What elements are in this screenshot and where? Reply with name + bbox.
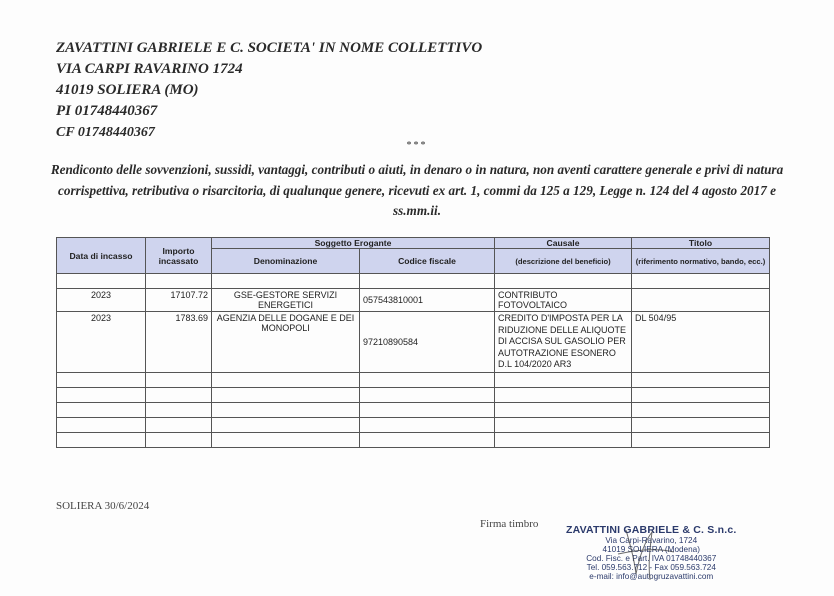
cell-title: DL 504/95 — [632, 312, 770, 373]
company-header — [56, 38, 482, 143]
table-row — [57, 402, 770, 417]
cell-fiscal — [360, 312, 495, 373]
col-date-header: Data di incasso — [57, 238, 146, 274]
cell-title — [632, 289, 770, 312]
col-cause-header: Causale — [495, 238, 632, 249]
cell-date: 2023 — [57, 312, 146, 373]
company-city: 41019 SOLIERA (MO) — [56, 82, 199, 98]
col-amount-header: Importo incassato — [146, 238, 212, 274]
col-title-header: Titolo — [632, 238, 770, 249]
table-header-row — [57, 238, 770, 249]
cell-denom: GSE-GESTORE SERVIZI ENERGETICI — [212, 289, 360, 312]
cell-amount: 1783.69 — [146, 312, 212, 373]
separator-stars: *** — [406, 140, 428, 151]
company-name: ZAVATTINI GABRIELE E C. SOCIETA' IN NOME COLLETTIVO — [56, 40, 483, 56]
col-giver-header: Soggetto Erogante — [212, 238, 495, 249]
cell-cause: CREDITO D'IMPOSTA PER LA RIDUZIONE DELLE ALIQUOTE DI ACCISA SUL GASOLIO PER AUTOTRAZIONE ESONERO D.L 104/2020 AR3 — [495, 312, 632, 373]
table-row — [57, 289, 770, 312]
table-row — [57, 274, 770, 289]
stamp-line: 41019 SOLIERA (Modena) — [602, 545, 700, 554]
company-pi: PI 01748440367 — [56, 103, 158, 119]
intro-paragraph: Rendiconto delle sovvenzioni, sussidi, vantaggi, contributi o aiuti, in denaro o in natura, non aventi carattere generale e privi di natura corrispettiva, retributiva o risarcitoria, di qualunque genere, ricevuti ex art. 1, commi da 125 a 129, Legge n. 124 del 4 agosto 2017 e ss.mm.ii. — [50, 162, 784, 218]
cell-amount: 17107.72 — [146, 289, 212, 312]
company-cf: CF 01748440367 — [56, 125, 155, 140]
cell-date: 2023 — [57, 289, 146, 312]
company-address: VIA CARPI RAVARINO 1724 — [56, 61, 243, 77]
table-row — [57, 432, 770, 447]
cell-cause: CONTRIBUTO FOTOVOLTAICO — [495, 289, 632, 312]
col-cause-subheader: (descrizione del beneficio) — [495, 249, 632, 274]
signature-label: Firma timbro — [480, 518, 539, 530]
fiscal-code: 97210890584 — [363, 336, 419, 347]
col-denom-header: Denominazione — [212, 249, 360, 274]
stamp-line: Cod. Fisc. e Part. IVA 01748440367 — [586, 554, 717, 563]
stamp-line: e-mail: info@autogruzavattini.com — [589, 572, 714, 581]
stamp-line: Tel. 059.563.712 - Fax 059.563.724 — [586, 563, 716, 572]
cell-fiscal — [360, 289, 495, 312]
handwritten-signature — [596, 524, 686, 584]
fiscal-code: 057543810001 — [363, 295, 424, 305]
table-row — [57, 312, 770, 373]
table-row — [57, 387, 770, 402]
table-row — [57, 372, 770, 387]
col-fiscal-header: Codice fiscale — [360, 249, 495, 274]
stamp-company-name: ZAVATTINI GABRIELE & C. S.n.c. — [566, 524, 737, 536]
stamp-line: Via Carpi-Ravarino, 1724 — [605, 536, 698, 545]
col-title-subheader: (riferimento normativo, bando, ecc.) — [632, 249, 770, 274]
table-row — [57, 417, 770, 432]
grants-table — [56, 237, 770, 448]
cell-denom: AGENZIA DELLE DOGANE E DEI MONOPOLI — [212, 312, 360, 373]
place-date: SOLIERA 30/6/2024 — [56, 500, 150, 512]
